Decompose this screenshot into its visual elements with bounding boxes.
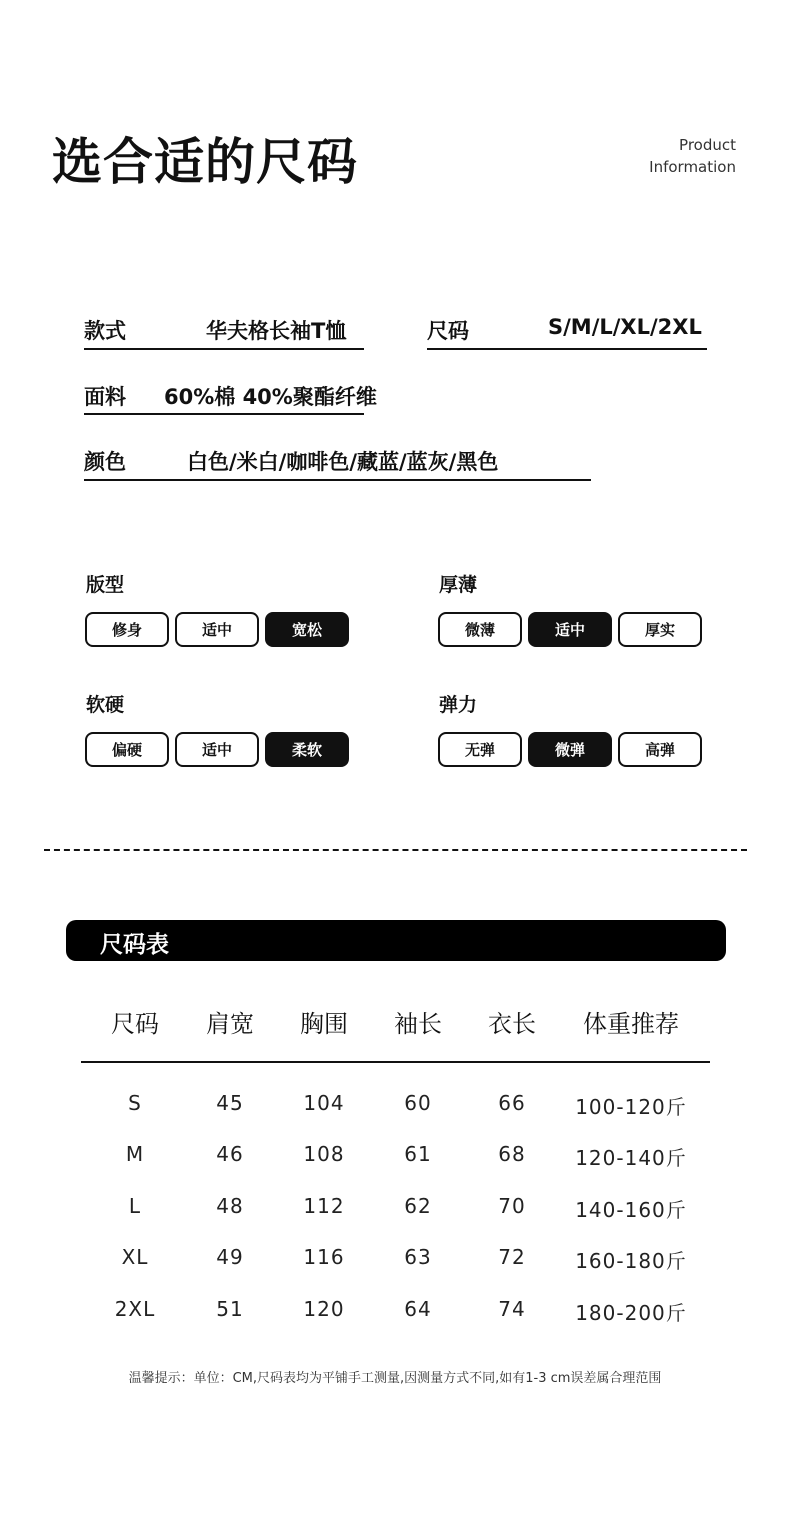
thickness-option-medium[interactable]: 适中 — [528, 612, 612, 647]
table-cell: 108 — [303, 1142, 345, 1166]
softness-option-medium[interactable]: 适中 — [175, 732, 259, 767]
size-table-title: 尺码表 — [100, 932, 169, 958]
table-cell: 62 — [404, 1194, 432, 1218]
table-header-rule — [81, 1061, 710, 1063]
thickness-option-thin[interactable]: 微薄 — [438, 612, 522, 647]
style-underline — [84, 348, 364, 350]
table-cell: 61 — [404, 1142, 432, 1166]
fit-option-loose[interactable]: 宽松 — [265, 612, 349, 647]
table-cell: 140-160斤 — [575, 1198, 687, 1222]
table-cell: 160-180斤 — [575, 1249, 687, 1273]
table-cell: 60 — [404, 1091, 432, 1115]
size-label: 尺码 — [427, 319, 469, 343]
page-title: 选合适的尺码 — [52, 133, 358, 191]
table-cell: 49 — [216, 1245, 244, 1269]
softness-option-soft[interactable]: 柔软 — [265, 732, 349, 767]
color-value: 白色/米白/咖啡色/藏蓝/蓝灰/黑色 — [187, 450, 499, 474]
size-value: S/M/L/XL/2XL — [548, 315, 702, 339]
table-header-shoulder: 肩宽 — [206, 1010, 254, 1038]
size-underline — [427, 348, 707, 350]
fit-option-slim[interactable]: 修身 — [85, 612, 169, 647]
elasticity-option-slight[interactable]: 微弹 — [528, 732, 612, 767]
elasticity-label: 弹力 — [439, 694, 478, 716]
softness-label: 软硬 — [86, 694, 125, 716]
thickness-label: 厚薄 — [439, 574, 478, 596]
fit-option-regular[interactable]: 适中 — [175, 612, 259, 647]
measurement-note: 温馨提示：单位：CM,尺码表均为平铺手工测量,因测量方式不同,如有1-3 cm误差属合理范围 — [128, 1371, 662, 1386]
style-label: 款式 — [84, 319, 126, 343]
table-cell: 45 — [216, 1091, 244, 1115]
fabric-value: 60%棉 40%聚酯纤维 — [164, 385, 377, 409]
style-value: 华夫格长袖T恤 — [206, 319, 347, 343]
table-cell: 70 — [498, 1194, 526, 1218]
subtitle-product: Product — [679, 136, 736, 154]
table-cell: 112 — [303, 1194, 345, 1218]
table-header-length: 衣长 — [488, 1010, 536, 1038]
table-cell: XL — [121, 1245, 149, 1269]
table-cell: 64 — [404, 1297, 432, 1321]
table-cell: 120-140斤 — [575, 1146, 687, 1170]
softness-option-stiff[interactable]: 偏硬 — [85, 732, 169, 767]
table-cell: M — [125, 1142, 145, 1166]
color-label: 颜色 — [84, 450, 126, 474]
table-cell: 72 — [498, 1245, 526, 1269]
table-cell: 66 — [498, 1091, 526, 1115]
fabric-underline — [84, 413, 364, 415]
table-cell: 104 — [303, 1091, 345, 1115]
table-cell: L — [128, 1194, 142, 1218]
table-cell: 46 — [216, 1142, 244, 1166]
table-header-weight: 体重推荐 — [583, 1010, 679, 1038]
color-underline — [84, 479, 591, 481]
table-cell: S — [128, 1091, 142, 1115]
table-cell: 48 — [216, 1194, 244, 1218]
table-cell: 120 — [303, 1297, 345, 1321]
table-header-size: 尺码 — [111, 1010, 159, 1038]
table-header-chest: 胸围 — [300, 1010, 348, 1038]
table-cell: 51 — [216, 1297, 244, 1321]
dashed-divider — [44, 849, 747, 851]
table-cell: 63 — [404, 1245, 432, 1269]
fabric-label: 面料 — [84, 385, 126, 409]
table-cell: 74 — [498, 1297, 526, 1321]
table-cell: 68 — [498, 1142, 526, 1166]
table-cell: 100-120斤 — [575, 1095, 687, 1119]
thickness-option-thick[interactable]: 厚实 — [618, 612, 702, 647]
table-cell: 116 — [303, 1245, 345, 1269]
table-cell: 2XL — [114, 1297, 156, 1321]
table-header-sleeve: 袖长 — [394, 1010, 442, 1038]
fit-label: 版型 — [86, 574, 125, 596]
subtitle-information: Information — [649, 158, 736, 176]
elasticity-option-high[interactable]: 高弹 — [618, 732, 702, 767]
elasticity-option-none[interactable]: 无弹 — [438, 732, 522, 767]
table-cell: 180-200斤 — [575, 1301, 687, 1325]
